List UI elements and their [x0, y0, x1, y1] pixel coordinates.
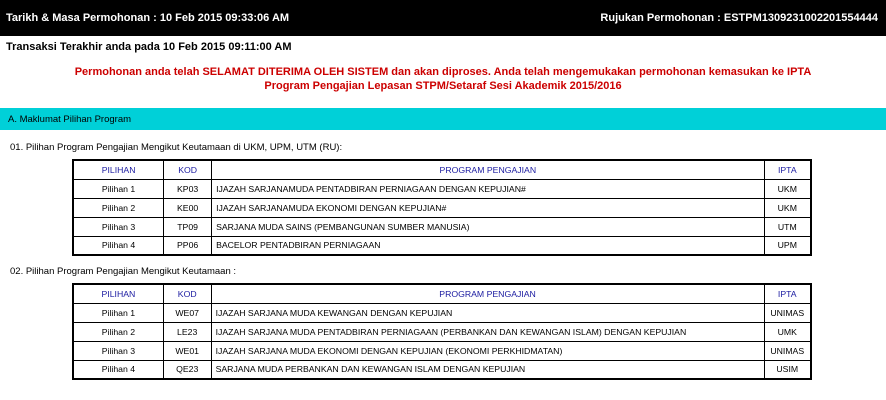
column-header-kod: KOD: [163, 284, 211, 303]
cell-kod: QE23: [163, 360, 211, 379]
cell-kod: KP03: [164, 179, 212, 198]
table-row: [73, 303, 811, 322]
cell-program: IJAZAH SARJANA MUDA EKONOMI DENGAN KEPUJIAN (EKONOMI PERKHIDMATAN): [211, 341, 764, 360]
cell-pilihan: Pilihan 4: [73, 236, 164, 255]
application-reference: Rujukan Permohonan : ESTPM1309231002201554444: [600, 12, 878, 24]
cell-ipta: UKM: [764, 179, 811, 198]
table-row: [73, 217, 811, 236]
column-header-program: PROGRAM PENGAJIAN: [211, 284, 764, 303]
cell-pilihan: Pilihan 1: [73, 303, 163, 322]
program-table-1: [72, 159, 812, 256]
table-header-row: [73, 160, 811, 179]
cell-kod: TP09: [164, 217, 212, 236]
section-a-header: [0, 108, 886, 130]
cell-kod: WE07: [163, 303, 211, 322]
cell-program: BACELOR PENTADBIRAN PERNIAGAAN: [212, 236, 765, 255]
column-header-program: PROGRAM PENGAJIAN: [212, 160, 765, 179]
cell-pilihan: Pilihan 3: [73, 341, 163, 360]
cell-ipta: UKM: [764, 198, 811, 217]
column-header-pilihan: PILIHAN: [73, 284, 163, 303]
cell-pilihan: Pilihan 2: [73, 198, 164, 217]
cell-ipta: UMK: [764, 322, 811, 341]
column-header-pilihan: PILIHAN: [73, 160, 164, 179]
success-notice: [0, 65, 886, 93]
cell-ipta: UPM: [764, 236, 811, 255]
table-row: [73, 236, 811, 255]
cell-ipta: UNIMAS: [764, 341, 811, 360]
table-row: [73, 179, 811, 198]
group2-title: 02. Pilihan Program Pengajian Mengikut Keutamaan :: [10, 266, 237, 277]
notice-line-1: Permohonan anda telah SELAMAT DITERIMA OLEH SISTEM dan akan diproses. Anda telah mengemukakan permohonan kemasukan ke IPTA: [74, 66, 812, 78]
cell-ipta: USIM: [764, 360, 811, 379]
cell-ipta: UTM: [764, 217, 811, 236]
cell-kod: KE00: [164, 198, 212, 217]
cell-kod: PP06: [164, 236, 212, 255]
application-datetime: Tarikh & Masa Permohonan : 10 Feb 2015 09:33:06 AM: [6, 12, 290, 24]
last-transaction: Transaksi Terakhir anda pada 10 Feb 2015 09:11:00 AM: [6, 41, 292, 53]
column-header-ipta: IPTA: [764, 284, 811, 303]
column-header-kod: KOD: [164, 160, 212, 179]
table-row: [73, 322, 811, 341]
notice-line-2: Program Pengajian Lepasan STPM/Setaraf Sesi Akademik 2015/2016: [264, 80, 622, 92]
cell-pilihan: Pilihan 4: [73, 360, 163, 379]
program-table-2: [72, 283, 812, 380]
group1-title: 01. Pilihan Program Pengajian Mengikut Keutamaan di UKM, UPM, UTM (RU):: [10, 142, 343, 153]
cell-pilihan: Pilihan 3: [73, 217, 164, 236]
cell-program: IJAZAH SARJANA MUDA KEWANGAN DENGAN KEPUJIAN: [211, 303, 764, 322]
section-a-title: A. Maklumat Pilihan Program: [8, 113, 132, 125]
table-row: [73, 360, 811, 379]
cell-pilihan: Pilihan 1: [73, 179, 164, 198]
cell-program: SARJANA MUDA SAINS (PEMBANGUNAN SUMBER MANUSIA): [212, 217, 765, 236]
cell-ipta: UNIMAS: [764, 303, 811, 322]
table-header-row: [73, 284, 811, 303]
cell-program: IJAZAH SARJANAMUDA PENTADBIRAN PERNIAGAAN DENGAN KEPUJIAN#: [212, 179, 765, 198]
cell-kod: WE01: [163, 341, 211, 360]
cell-pilihan: Pilihan 2: [73, 322, 163, 341]
column-header-ipta: IPTA: [764, 160, 811, 179]
table-row: [73, 341, 811, 360]
cell-kod: LE23: [163, 322, 211, 341]
header-bar: [0, 0, 886, 36]
table-row: [73, 198, 811, 217]
cell-program: IJAZAH SARJANA MUDA PENTADBIRAN PERNIAGAAN (PERBANKAN DAN KEWANGAN ISLAM) DENGAN KEPUJIAN: [211, 322, 764, 341]
cell-program: SARJANA MUDA PERBANKAN DAN KEWANGAN ISLAM DENGAN KEPUJIAN: [211, 360, 764, 379]
cell-program: IJAZAH SARJANAMUDA EKONOMI DENGAN KEPUJIAN#: [212, 198, 765, 217]
